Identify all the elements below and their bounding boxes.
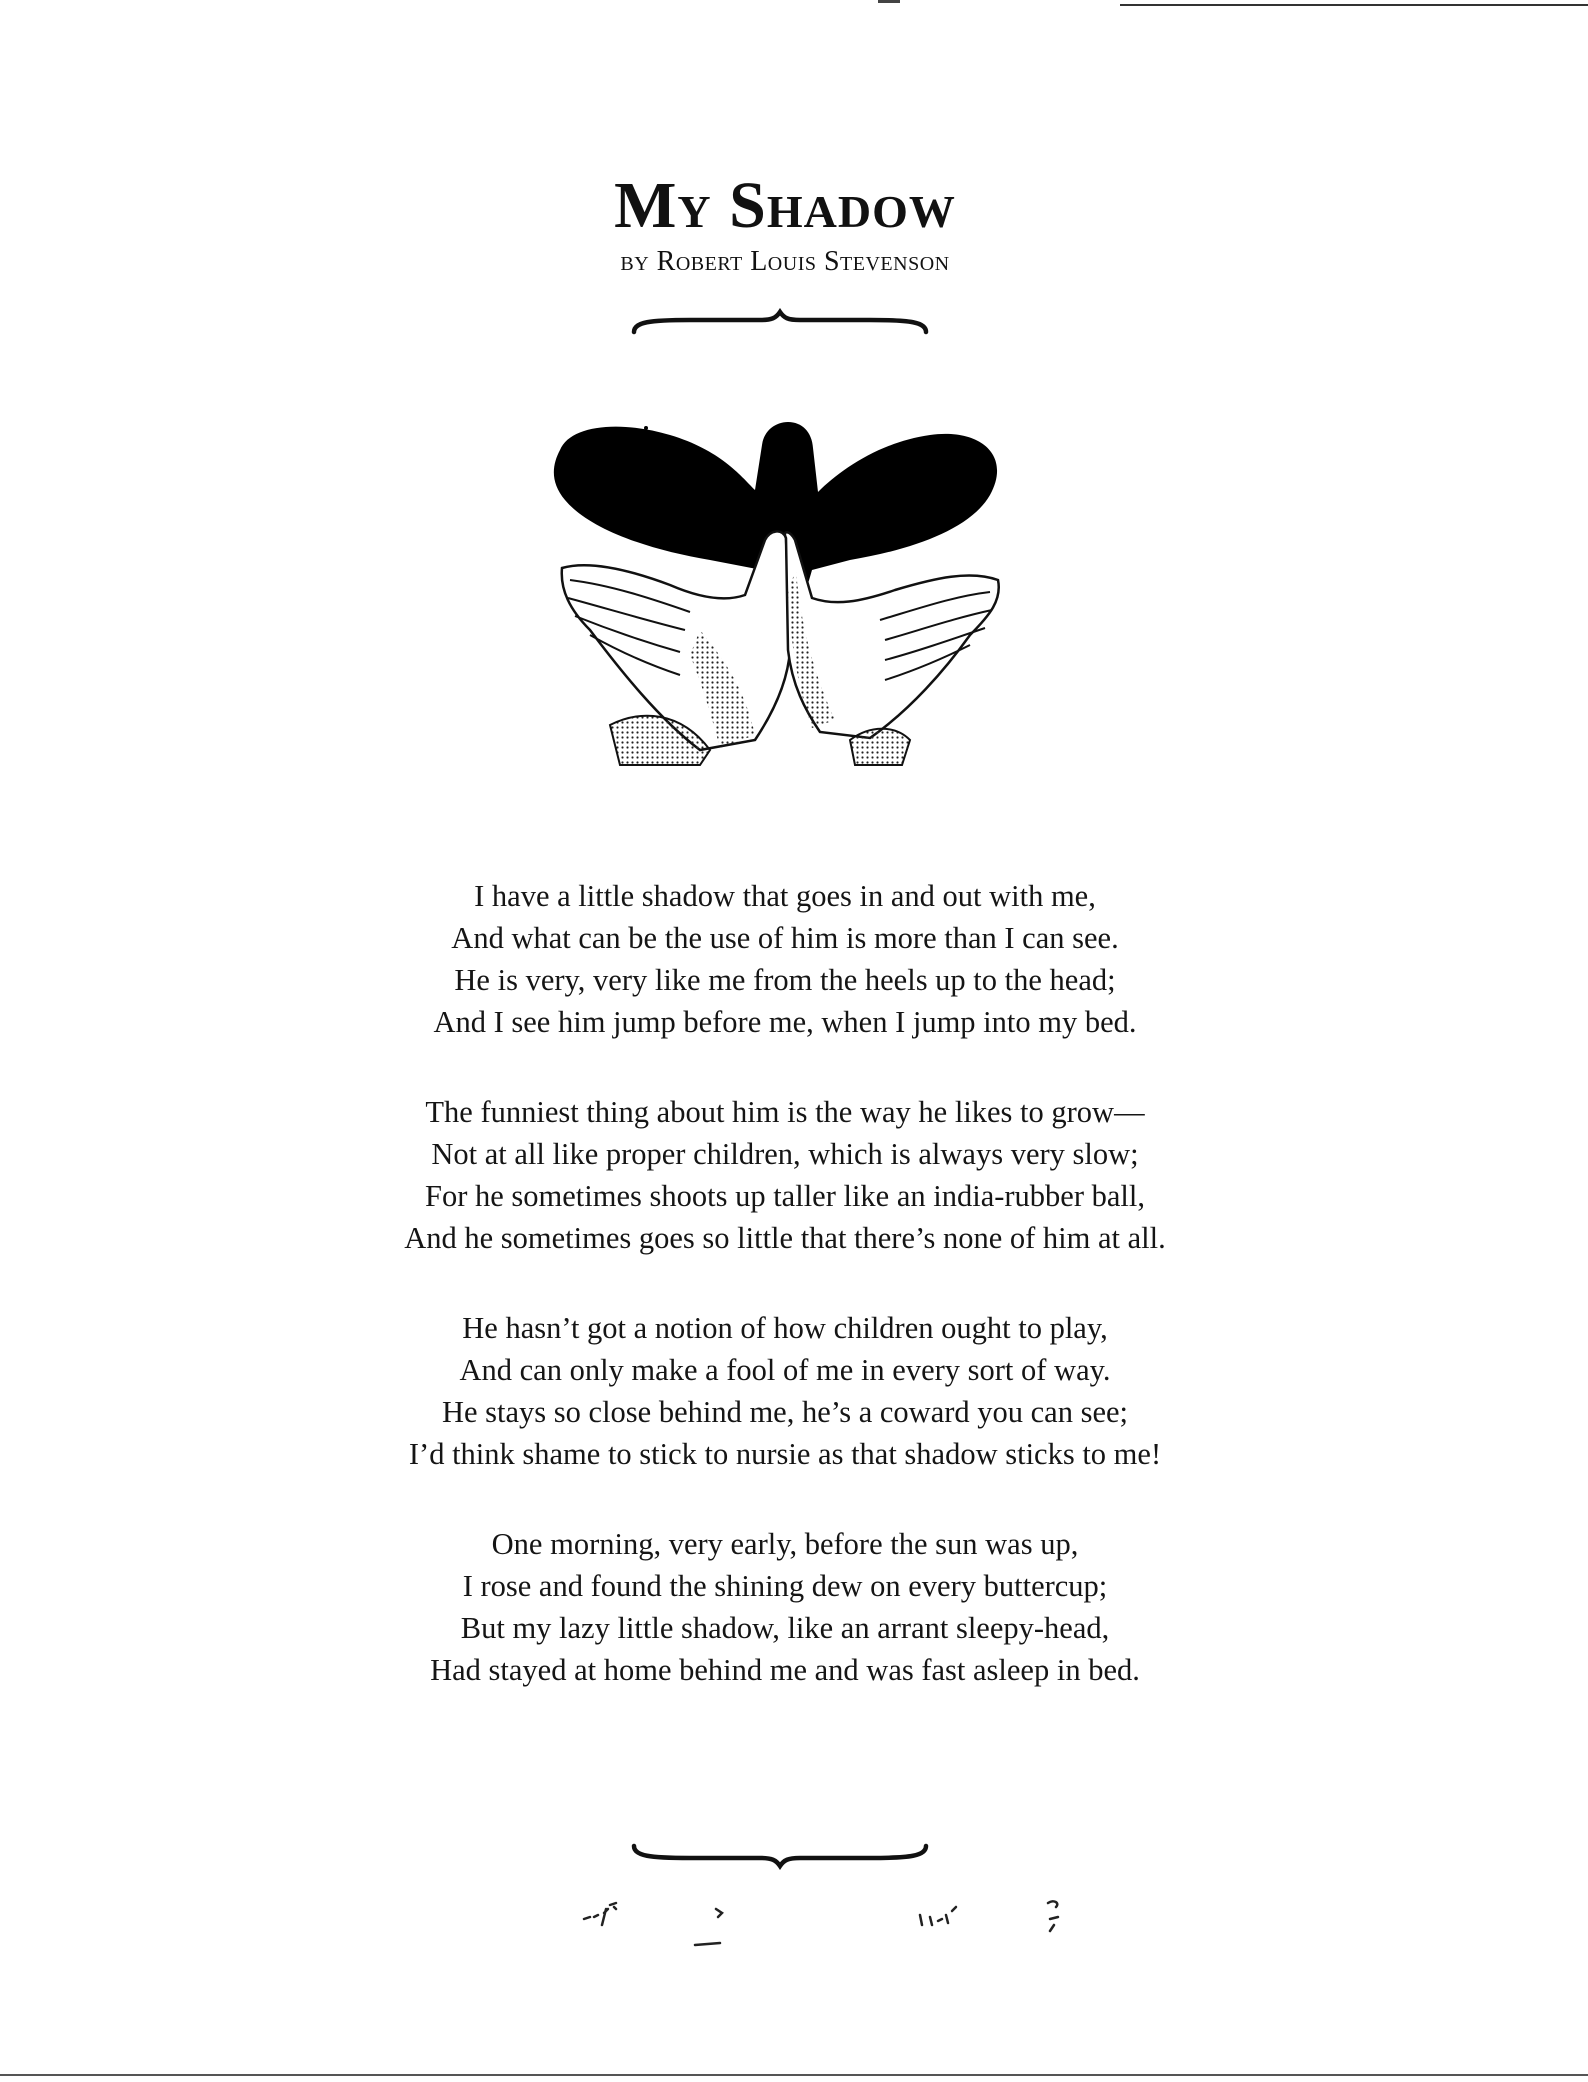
poem-line: I rose and found the shining dew on every buttercup;: [462, 1569, 1108, 1603]
scan-artifact-marks: [580, 1895, 1080, 1955]
poem-line: One morning, very early, before the sun was up,: [491, 1527, 1079, 1561]
poem-line: I’d think shame to stick to nursie as that shadow sticks to me!: [408, 1437, 1162, 1471]
poem-line: Had stayed at home behind me and was fast asleep in bed.: [430, 1653, 1140, 1687]
stanza: [0, 875, 1570, 1043]
poem-body: [0, 875, 1570, 1739]
stanza: [0, 1091, 1570, 1259]
poem-line: He stays so close behind me, he’s a coward you can see;: [441, 1395, 1129, 1429]
poem-line: And I see him jump before me, when I jump into my bed.: [433, 1005, 1137, 1039]
stanza: [0, 1523, 1570, 1691]
scan-artifact-tick: [878, 0, 900, 3]
poem-line: And what can be the use of him is more than I can see.: [451, 921, 1119, 955]
poem-line: But my lazy little shadow, like an arrant sleepy-head,: [460, 1611, 1110, 1645]
hand-shadow-bird-icon: [550, 420, 1010, 770]
top-flourish-divider: [630, 308, 930, 338]
bottom-rule: [0, 2074, 1588, 2076]
poem-line: I have a little shadow that goes in and out with me,: [474, 879, 1096, 913]
poem-byline: by Robert Louis Stevenson: [620, 246, 950, 277]
bottom-flourish-divider: [630, 1840, 930, 1870]
poem-title: My Shadow: [614, 169, 956, 242]
poem-line: He hasn’t got a notion of how children ought to play,: [462, 1311, 1108, 1345]
stanza: [0, 1307, 1570, 1475]
poem-line: And he sometimes goes so little that there’s none of him at all.: [404, 1221, 1166, 1255]
top-rule: [1120, 4, 1588, 6]
poem-line: For he sometimes shoots up taller like an india-rubber ball,: [425, 1179, 1145, 1213]
poem-line: The funniest thing about him is the way he likes to grow—: [425, 1095, 1145, 1129]
poem-line: He is very, very like me from the heels up to the head;: [454, 963, 1116, 997]
poem-line: And can only make a fool of me in every sort of way.: [459, 1353, 1111, 1387]
poem-line: Not at all like proper children, which is always very slow;: [431, 1137, 1139, 1171]
